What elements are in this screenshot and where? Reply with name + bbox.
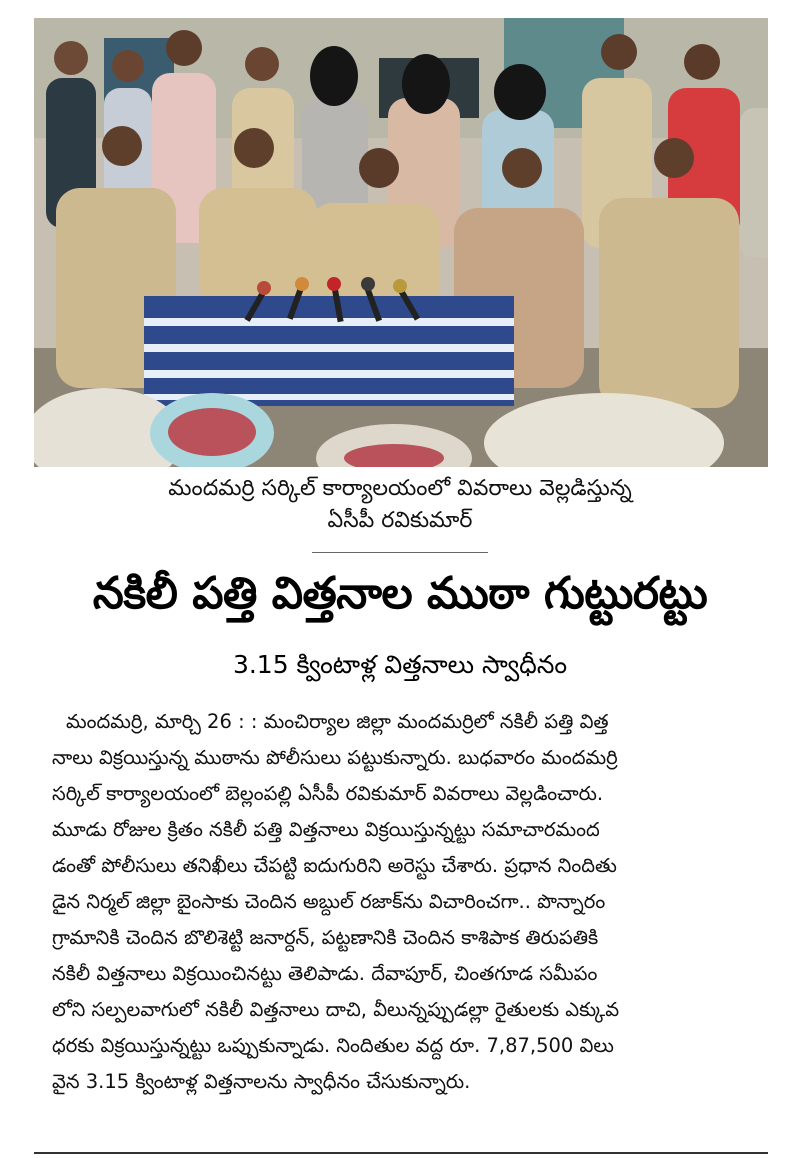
body-line: సర్కిల్ కార్యాలయంలో బెల్లంపల్లి ఏసీపీ రవికుమార్ వివరాలు వెల్లడించారు. xyxy=(52,782,604,805)
body-line: వైన 3.15 క్వింటాళ్ల విత్తనాలను స్వాధీనం చేసుకున్నారు. xyxy=(52,1070,471,1093)
body-line: మందమర్రి, మార్చి 26 : : మంచిర్యాల జిల్లా మందమర్రిలో నకిలీ పత్తి విత్త xyxy=(66,710,609,733)
press-meet-photo-icon xyxy=(34,18,768,467)
body-line: గ్రామానికి చెందిన బొలిశెట్టి జనార్దన్, పట్టణానికి చెందిన కాశిపాక తిరుపతికి xyxy=(52,926,599,949)
photo-caption-line-2: ఏసీపీ రవికుమార్ xyxy=(327,508,473,533)
news-photo xyxy=(34,18,768,467)
article-body xyxy=(52,704,766,1100)
photo-caption-line-1: మందమర్రి సర్కిల్ కార్యాలయంలో వివరాలు వెల్లడిస్తున్న xyxy=(168,476,632,501)
bottom-divider xyxy=(34,1152,768,1154)
caption-divider xyxy=(312,552,488,553)
body-line: నాలు విక్రయిస్తున్న ముఠాను పోలీసులు పట్టుకున్నారు. బుధవారం మందమర్రి xyxy=(52,746,618,769)
body-line: మూడు రోజుల క్రితం నకిలీ పత్తి విత్తనాలు విక్రయిస్తున్నట్టు సమాచారమంద xyxy=(52,818,600,841)
body-line: డైన నిర్మల్ జిల్లా బైంసాకు చెందిన అబ్దుల్ రజాక్‌ను విచారించగా.. పొన్నారం xyxy=(52,890,606,913)
body-line: లోని సల్పలవాగులో నకిలీ విత్తనాలు దాచి, వీలున్నప్పుడల్లా రైతులకు ఎక్కువ xyxy=(52,998,620,1021)
body-line: ధరకు విక్రయిస్తున్నట్టు ఒప్పుకున్నాడు. నిందితుల వద్ద రూ. 7,87,500 విలు xyxy=(52,1034,614,1057)
headline: నకిలీ పత్తి విత్తనాల ముఠా గుట్టురట్టు xyxy=(92,568,708,619)
body-line: నకిలీ విత్తనాలు విక్రయించినట్టు తెలిపాడు. దేవాపూర్, చింతగూడ సమీపం xyxy=(52,962,598,985)
body-line: డంతో పోలీసులు తనిఖీలు చేపట్టి ఐదుగురిని అరెస్టు చేశారు. ప్రధాన నిందితు xyxy=(52,854,617,877)
subheadline: 3.15 క్వింటాళ్ల విత్తనాలు స్వాధీనం xyxy=(232,650,568,679)
